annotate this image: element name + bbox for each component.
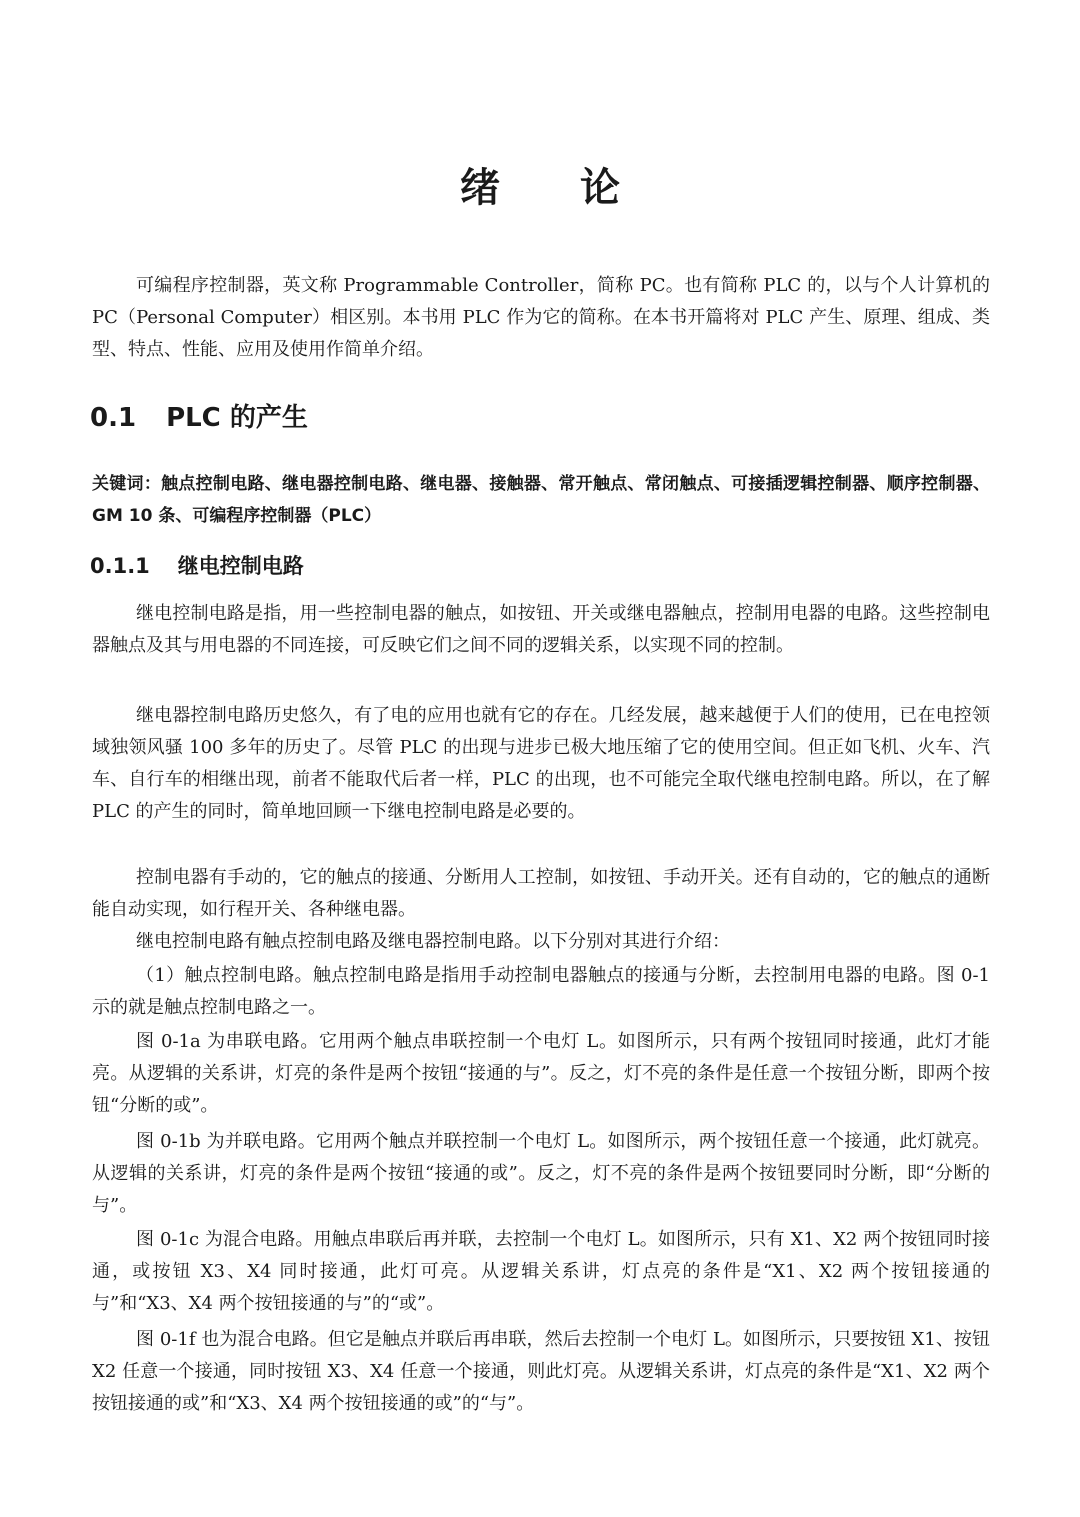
subsection-heading: [90, 548, 304, 584]
body-paragraph: 继电器控制电路历史悠久，有了电的应用也就有它的存在。几经发展，越来越便于人们的使用，已在电控领域独领风骚 100 多年的历史了。尽管 PLC 的出现与进步已极大地压缩了它的使用空间。但正如飞机、火车、汽车、自行车的相继出现，前者不能取代后者一样，PLC 的出现，也不可能完全取代继电控制电路。所以，在了解 PLC 的产生的同时，简单地回顾一下继电控制电路是必要的。: [92, 705, 990, 822]
keywords: 关键词：触点控制电路、继电器控制电路、继电器、接触器、常开触点、常闭触点、可接插逻辑控制器、顺序控制器、GM 10 条、可编程序控制器（PLC）: [92, 474, 990, 526]
section-heading: [90, 396, 308, 440]
section-number: 0.1: [90, 403, 137, 433]
section-title: PLC 的产生: [166, 403, 308, 433]
body-paragraph: 图 0-1f 也为混合电路。但它是触点并联后再串联，然后去控制一个电灯 L。如图所示，只要按钮 X1、按钮 X2 任意一个接通，同时按钮 X3、X4 任意一个接通，则此灯亮。从逻辑关系讲，灯点亮的条件是“X1、X2 两个按钮接通的或”和“X3、X4 两个按钮接通的或”的“与”。: [92, 1329, 990, 1414]
body-paragraph: 图 0-1b 为并联电路。它用两个触点并联控制一个电灯 L。如图所示，两个按钮任意一个接通，此灯就亮。从逻辑的关系讲，灯亮的条件是两个按钮“接通的或”。反之，灯不亮的条件是两个按钮要同时分断，即“分断的与”。: [92, 1131, 990, 1216]
body-paragraph: 控制电器有手动的，它的触点的接通、分断用人工控制，如按钮、手动开关。还有自动的，它的触点的通断能自动实现，如行程开关、各种继电器。: [92, 867, 990, 920]
subsection-title: 继电控制电路: [177, 554, 304, 578]
body-paragraph: 图 0-1a 为串联电路。它用两个触点串联控制一个电灯 L。如图所示，只有两个按钮同时接通，此灯才能亮。从逻辑的关系讲，灯亮的条件是两个按钮“接通的与”。反之，灯不亮的条件是任意一个按钮分断，即两个按钮“分断的或”。: [92, 1031, 990, 1116]
body-paragraph: 继电控制电路有触点控制电路及继电器控制电路。以下分别对其进行介绍：: [136, 931, 730, 952]
chapter-title: 绪论: [460, 165, 700, 211]
intro-paragraph: 可编程序控制器，英文称 Programmable Controller，简称 PC。也有简称 PLC 的，以与个人计算机的 PC（Personal Computer）相区别。本书用 PLC 作为它的简称。在本书开篇将对 PLC 产生、原理、组成、类型、特点、性能、应用及使用作简单介绍。: [92, 275, 990, 360]
body-paragraph: 图 0-1c 为混合电路。用触点串联后再并联，去控制一个电灯 L。如图所示，只有 X1、X2 两个按钮同时接通，或按钮 X3、X4 同时接通，此灯可亮。从逻辑关系讲，灯点亮的条件是“X1、X2 两个按钮接通的与”和“X3、X4 两个按钮接通的与”的“或”。: [92, 1229, 990, 1314]
body-paragraph: 继电控制电路是指，用一些控制电器的触点，如按钮、开关或继电器触点，控制用电器的电路。这些控制电器触点及其与用电器的不同连接，可反映它们之间不同的逻辑关系，以实现不同的控制。: [92, 603, 990, 656]
subsection-number: 0.1.1: [90, 554, 150, 578]
body-paragraph: （1）触点控制电路。触点控制电路是指用手动控制电器触点的接通与分断，去控制用电器的电路。图 0-1 示的就是触点控制电路之一。: [92, 965, 990, 1018]
